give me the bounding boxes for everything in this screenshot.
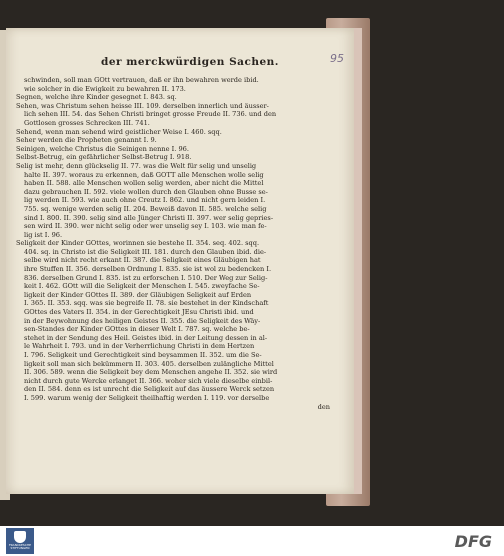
institution-logo[interactable] bbox=[6, 528, 34, 554]
index-line: Selig ist mehr, denn glückselig II. 77. was die Welt für selig und unselig bbox=[16, 161, 257, 170]
index-line: sen-Standes der Kinder GOttes in dieser Welt I. 787. sq. welche be- bbox=[24, 325, 250, 334]
viewer-footer bbox=[0, 526, 504, 556]
index-line: sind I. 800. II. 390. selig sind alle Jünger Christi II. 397. wer selig gepries- bbox=[24, 213, 274, 222]
index-line: stehet in der Sendung des Heil. Geistes ibid. in der Leitung dessen in al- bbox=[24, 333, 268, 342]
index-line: 755. sq. wenige werden selig II. 204. Beweiß davon II. 585. welche selig bbox=[24, 204, 267, 213]
index-line: Seher werden die Propheten genannt I. 9. bbox=[16, 136, 157, 145]
index-line: in der Beywohnung des heiligen Geistes II. 355. die Seligkeit des Wäy- bbox=[24, 316, 261, 325]
index-line: Gottlosen grosses Schrecken III. 741. bbox=[24, 118, 150, 127]
index-line: Sehend, wenn man sehend wird geistlicher Weise I. 460. sqq. bbox=[16, 127, 222, 136]
index-line: I. 365. II. 353. sqq. was sie begreife II. 78. sie bestehet in der Kindschaft bbox=[24, 299, 269, 308]
index-line: 404. sq. in Christo ist die Seligkeit III. 181. durch den Glauben ibid. die- bbox=[24, 247, 267, 256]
index-line: Seinigen, welche Christus die Seinigen nenne I. 96. bbox=[16, 144, 189, 153]
index-line: ligkeit soll man sich bekümmern II. 303. 405. derselben zulängliche Mittel bbox=[24, 359, 274, 368]
index-line: ligkeit der Kinder GOttes II. 389. der Gläubigen Seligkeit auf Erden bbox=[24, 290, 252, 299]
index-line: ihre Stuffen II. 356. derselben Ordnung I. 835. sie ist wol zu bedencken I. bbox=[24, 265, 272, 274]
index-line: keit I. 462. GOtt will die Seligkeit der Menschen I. 545. zweyfache Se- bbox=[24, 282, 260, 291]
shield-logo-icon bbox=[14, 531, 26, 543]
index-line: 836. derselben Grund I. 835. ist zu erforschen I. 510. Der Weg zur Selig- bbox=[24, 273, 268, 282]
index-line: I. 796. Seligkeit und Gerechtigkeit sind beysammen II. 352. um die Se- bbox=[24, 351, 262, 359]
folio-number: 95 bbox=[330, 52, 344, 65]
index-line: Sehen, was Christum sehen heisse III. 109. derselben innerlich und äusser- bbox=[16, 101, 269, 110]
index-line: lich sehen III. 54. das Sehen Christi bringet grosse Freude II. 736. und den bbox=[24, 110, 277, 119]
index-line: den bbox=[317, 402, 330, 411]
index-line: GOttes des Vaters II. 354. in der Gerechtigkeit JEsu Christi ibid. und bbox=[24, 308, 254, 317]
index-line: lig werden II. 593. wie auch ohne Creutz I. 862. und nicht gern leiden I. bbox=[24, 196, 266, 205]
index-line: selbe wird nicht recht erkant II. 387. die Seligkeit eines Gläubigen hat bbox=[24, 256, 261, 265]
index-line: wie solcher in die Ewigkeit zu bewahren II. 173. bbox=[24, 84, 186, 93]
index-line: le Wahrheit I. 793. und in der Verherrlichung Christi in dem Hertzen bbox=[24, 342, 255, 351]
dfg-logo[interactable]: DFG bbox=[454, 532, 492, 551]
index-text-body bbox=[16, 76, 336, 411]
index-line: lig ist I. 96. bbox=[24, 230, 63, 239]
index-line: schwinden, soll man GOtt vertrauen, daß er ihn bewahren werde ibid. bbox=[24, 76, 259, 84]
index-line: den II. 584. denn es ist unrecht die Seligkeit auf das äussere Werck setzen bbox=[24, 385, 275, 394]
logo-label: FRANCKESCHE STIFTUNGEN bbox=[8, 543, 32, 551]
index-line: haben II. 588. alle Menschen wollen selig werden, aber nicht die Mittel bbox=[24, 179, 264, 188]
index-line: Segnen, welche ihre Kinder gesegnet I. 843. sq. bbox=[16, 93, 177, 102]
index-line: sen wird II. 390. wer nicht selig oder wer unselig sey I. 103. wie man fe- bbox=[24, 222, 267, 231]
index-line: nicht durch gute Wercke erlanget II. 366. woher sich viele dieselbe einbil- bbox=[24, 376, 273, 385]
index-line: Selbst-Betrug, ein gefährlicher Selbst-Betrug I. 918. bbox=[16, 153, 192, 162]
page-header: der merckwürdigen Sachen. bbox=[101, 56, 279, 68]
index-line: dazu gebrauchen II. 592. viele wollen durch den Glauben ohne Busse se- bbox=[24, 187, 268, 196]
index-line: II. 306. 589. wenn die Seligkeit bey dem Menschen angehe II. 352. sie wird bbox=[24, 368, 278, 377]
index-line: halte II. 397. woraus zu erkennen, daß GOTT alle Menschen wolle selig bbox=[24, 170, 264, 179]
index-line: Seligkeit der Kinder GOttes, worinnen sie bestehe II. 354. seq. 402. sqq. bbox=[16, 239, 260, 248]
index-line: I. 599. warum wenig der Seligkeit theilhaftig werden I. 119. vor derselbe bbox=[24, 393, 270, 402]
